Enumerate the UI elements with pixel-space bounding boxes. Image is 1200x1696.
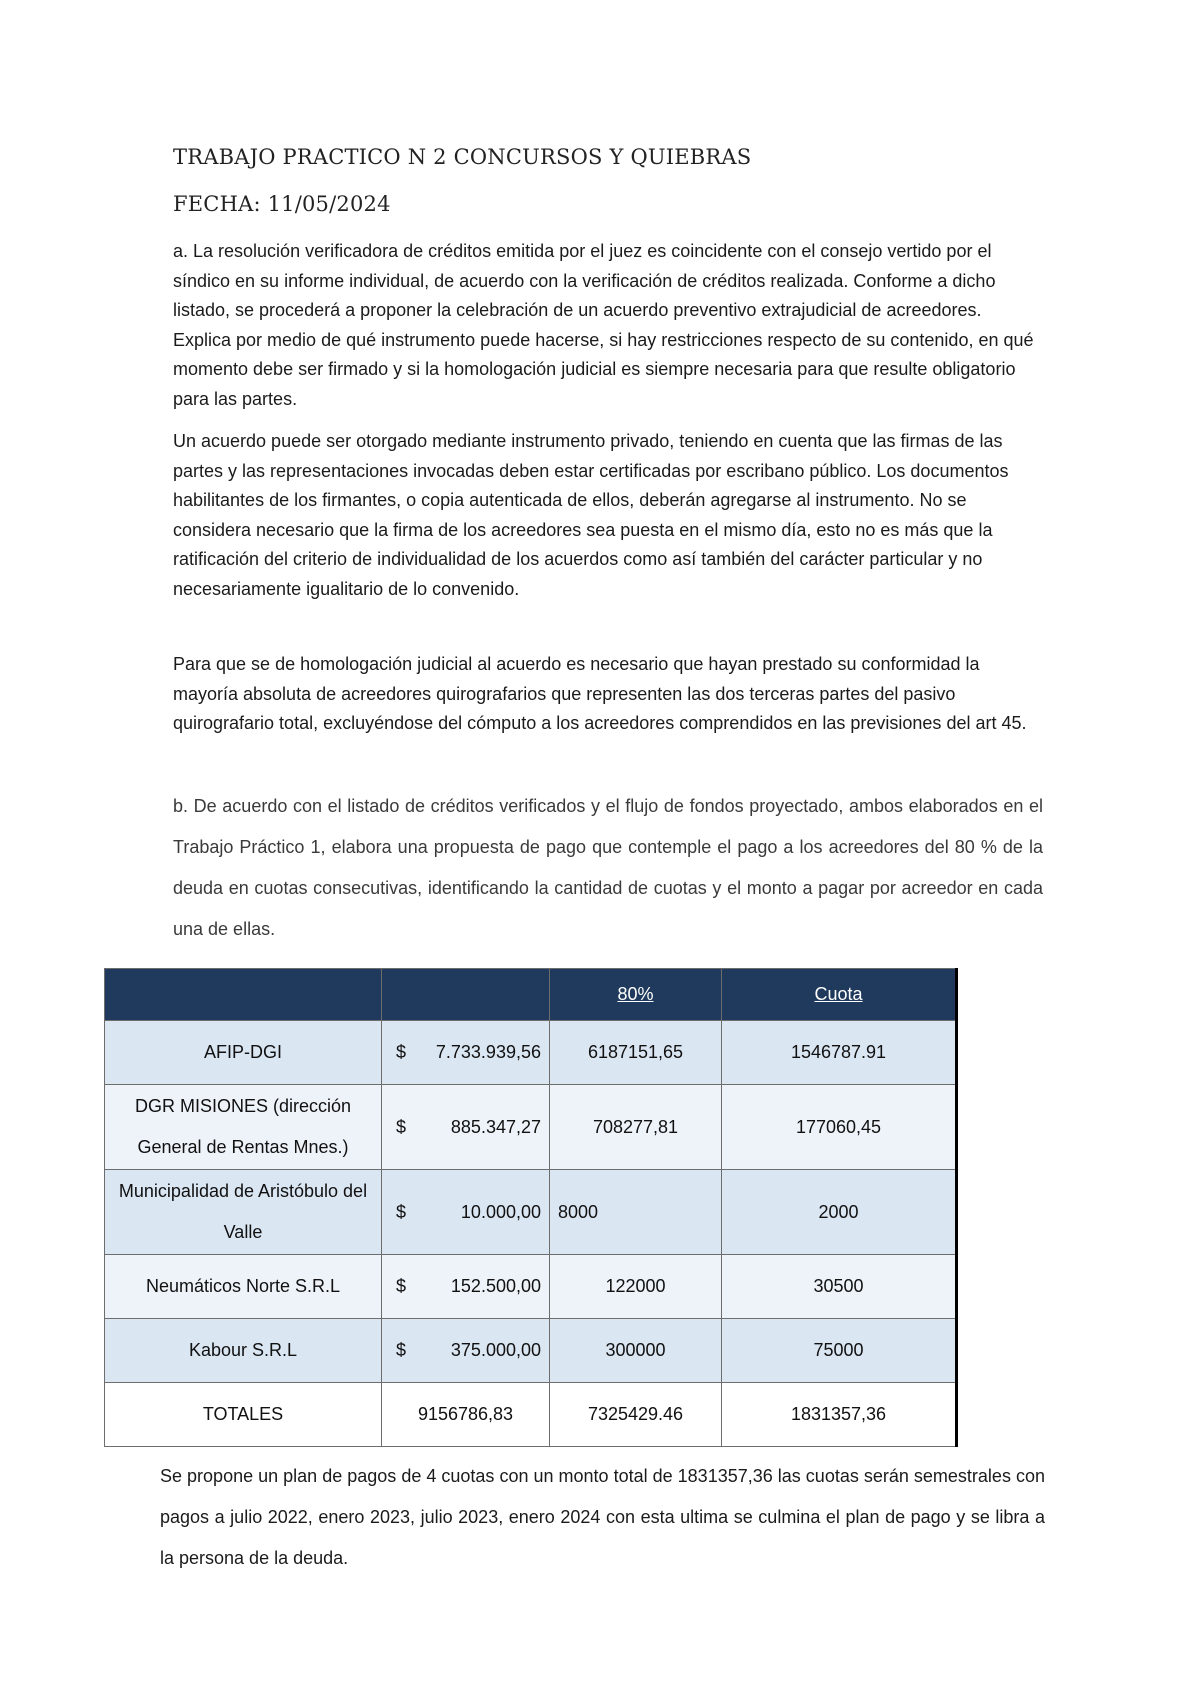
credit-amount: $ 152.500,00 (382, 1255, 550, 1319)
credit-amount: $ 10.000,00 (382, 1170, 550, 1255)
credit-amount: $ 7.733.939,56 (382, 1021, 550, 1085)
totals-80-percent: 7325429.46 (550, 1383, 722, 1447)
answer-a-paragraph-1: Un acuerdo puede ser otorgado mediante instrumento privado, teniendo en cuenta que las firmas de las partes y las representaciones invocadas deben estar certificadas por escribano público. Los documentos habilitantes de los firmantes, o copia autenticada de ellos, deberán agregarse al instrumento. No se considera necesario que la firma de los acreedores sea puesta en el mismo día, esto no es más que la ratificación del criterio de individualidad de los acuerdos como así también del carácter particular y no necesariamente igualitario de lo convenido. (173, 431, 1009, 599)
table-row (105, 1319, 957, 1383)
creditor-name: AFIP-DGI (105, 1021, 382, 1085)
credit-amount: $ 375.000,00 (382, 1319, 550, 1383)
answer-a-paragraph-2: Para que se de homologación judicial al acuerdo es necesario que hayan prestado su conformidad la mayoría absoluta de acreedores quirografarios que representen las dos terceras partes del pasivo quirografario total, excluyéndose del cómputo a los acreedores comprendidos en las previsiones del art 45. (173, 654, 1027, 733)
document-date: FECHA: 11/05/2024 (173, 192, 391, 216)
totals-cuota: 1831357,36 (722, 1383, 957, 1447)
credit-cuota: 30500 (722, 1255, 957, 1319)
document-title: TRABAJO PRACTICO N 2 CONCURSOS Y QUIEBRAS (173, 145, 752, 169)
creditor-name: DGR MISIONES (dirección General de Rentas Mnes.) (105, 1085, 382, 1170)
table-header-row (105, 969, 957, 1021)
credit-80-percent: 708277,81 (550, 1085, 722, 1170)
table-row (105, 1170, 957, 1255)
creditor-name: Kabour S.R.L (105, 1319, 382, 1383)
totals-label: TOTALES (105, 1383, 382, 1447)
header-cuota: Cuota (722, 969, 957, 1021)
totals-row (105, 1383, 957, 1447)
credit-80-percent: 6187151,65 (550, 1021, 722, 1085)
credit-80-percent: 300000 (550, 1319, 722, 1383)
totals-amount: 9156786,83 (382, 1383, 550, 1447)
credit-cuota: 2000 (722, 1170, 957, 1255)
credit-amount: $ 885.347,27 (382, 1085, 550, 1170)
table-row (105, 1021, 957, 1085)
credit-cuota: 177060,45 (722, 1085, 957, 1170)
credit-cuota: 1546787.91 (722, 1021, 957, 1085)
question-b-paragraph: b. De acuerdo con el listado de créditos verificados y el flujo de fondos proyectado, ambos elaborados en el Trabajo Práctico 1, elabora una propuesta de pago que contemple el pago a los acreedores del 80 % de la deuda en cuotas consecutivas, identificando la cantidad de cuotas y el monto a pagar por acreedor en cada una de ellas. (173, 796, 1043, 939)
header-80-percent: 80% (550, 969, 722, 1021)
table-row (105, 1255, 957, 1319)
header-amount (382, 969, 550, 1021)
table-row (105, 1085, 957, 1170)
header-creditor (105, 969, 382, 1021)
payment-plan-paragraph: Se propone un plan de pagos de 4 cuotas con un monto total de 1831357,36 las cuotas serán semestrales con pagos a julio 2022, enero 2023, julio 2023, enero 2024 con esta ultima se culmina el plan de pago y se libra a la persona de la deuda. (160, 1466, 1045, 1568)
credit-80-percent: 122000 (550, 1255, 722, 1319)
creditor-name: Municipalidad de Aristóbulo del Valle (105, 1170, 382, 1255)
creditor-name: Neumáticos Norte S.R.L (105, 1255, 382, 1319)
question-a-paragraph: a. La resolución verificadora de créditos emitida por el juez es coincidente con el consejo vertido por el síndico en su informe individual, de acuerdo con la verificación de créditos realizada. Conforme a dicho listado, se procederá a proponer la celebración de un acuerdo preventivo extrajudicial de acreedores. Explica por medio de qué instrumento puede hacerse, si hay restricciones respecto de su contenido, en qué momento debe ser firmado y si la homologación judicial es siempre necesaria para que resulte obligatorio para las partes. (173, 241, 1034, 409)
credit-80-percent: 8000 (550, 1170, 722, 1255)
credits-table (104, 968, 958, 1447)
credit-cuota: 75000 (722, 1319, 957, 1383)
